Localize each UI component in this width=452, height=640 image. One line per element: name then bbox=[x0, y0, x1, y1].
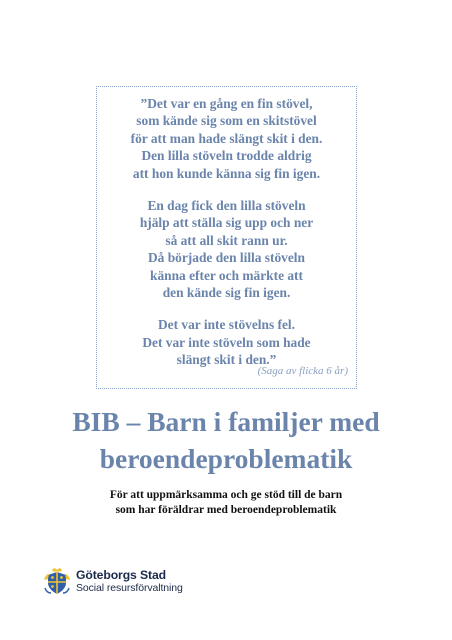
poem-line: ”Det var en gång en fin stövel, bbox=[140, 96, 313, 111]
poem-line: Den lilla stöveln trodde aldrig bbox=[141, 148, 312, 164]
page-title-line-2: beroendeproblematik bbox=[99, 443, 353, 474]
poem-box bbox=[96, 86, 357, 389]
subtitle-line-1: För att uppmärksamma och ge stöd till de barn bbox=[109, 489, 343, 501]
poem-line: hjälp att ställa sig upp och ner bbox=[139, 215, 314, 231]
poem-line: slängt skit i den.” bbox=[176, 352, 277, 368]
organization-name: Göteborgs Stad bbox=[76, 567, 167, 582]
organization-name-block bbox=[76, 569, 183, 594]
poem-line: den kände sig fin igen. bbox=[162, 285, 291, 301]
page-title-line-1: BIB – Barn i familjer med bbox=[72, 406, 380, 437]
subtitle bbox=[0, 488, 452, 518]
poem-line: Det var inte stövelns fel. bbox=[158, 317, 295, 333]
goteborg-coat-of-arms-icon bbox=[42, 566, 72, 596]
poem-stanza-2 bbox=[105, 197, 348, 301]
subtitle-line-2: som har föräldrar med beroendeproblematik bbox=[115, 504, 337, 516]
poem-stanza-3 bbox=[105, 316, 348, 368]
poem-line: så att all skit rann ur. bbox=[165, 232, 288, 248]
department-name: Social resursförvaltning bbox=[76, 581, 183, 594]
poem-stanza-1 bbox=[105, 95, 348, 182]
poem-line: som kände sig som en skitstövel bbox=[136, 113, 317, 129]
poem-attribution: (Saga av flicka 6 år) bbox=[257, 364, 348, 377]
organization-logo bbox=[42, 566, 183, 596]
poem-line: känna efter och märkte att bbox=[150, 267, 303, 283]
page-title bbox=[0, 403, 452, 477]
poem-line: för att man hade slängt skit i den. bbox=[130, 130, 323, 146]
poem-line: En dag fick den lilla stöveln bbox=[147, 198, 306, 214]
poem-line: att hon kunde känna sig fin igen. bbox=[132, 165, 321, 181]
poem-line: Det var inte stöveln som hade bbox=[142, 334, 311, 350]
poem-line: Då började den lilla stöveln bbox=[148, 250, 305, 266]
